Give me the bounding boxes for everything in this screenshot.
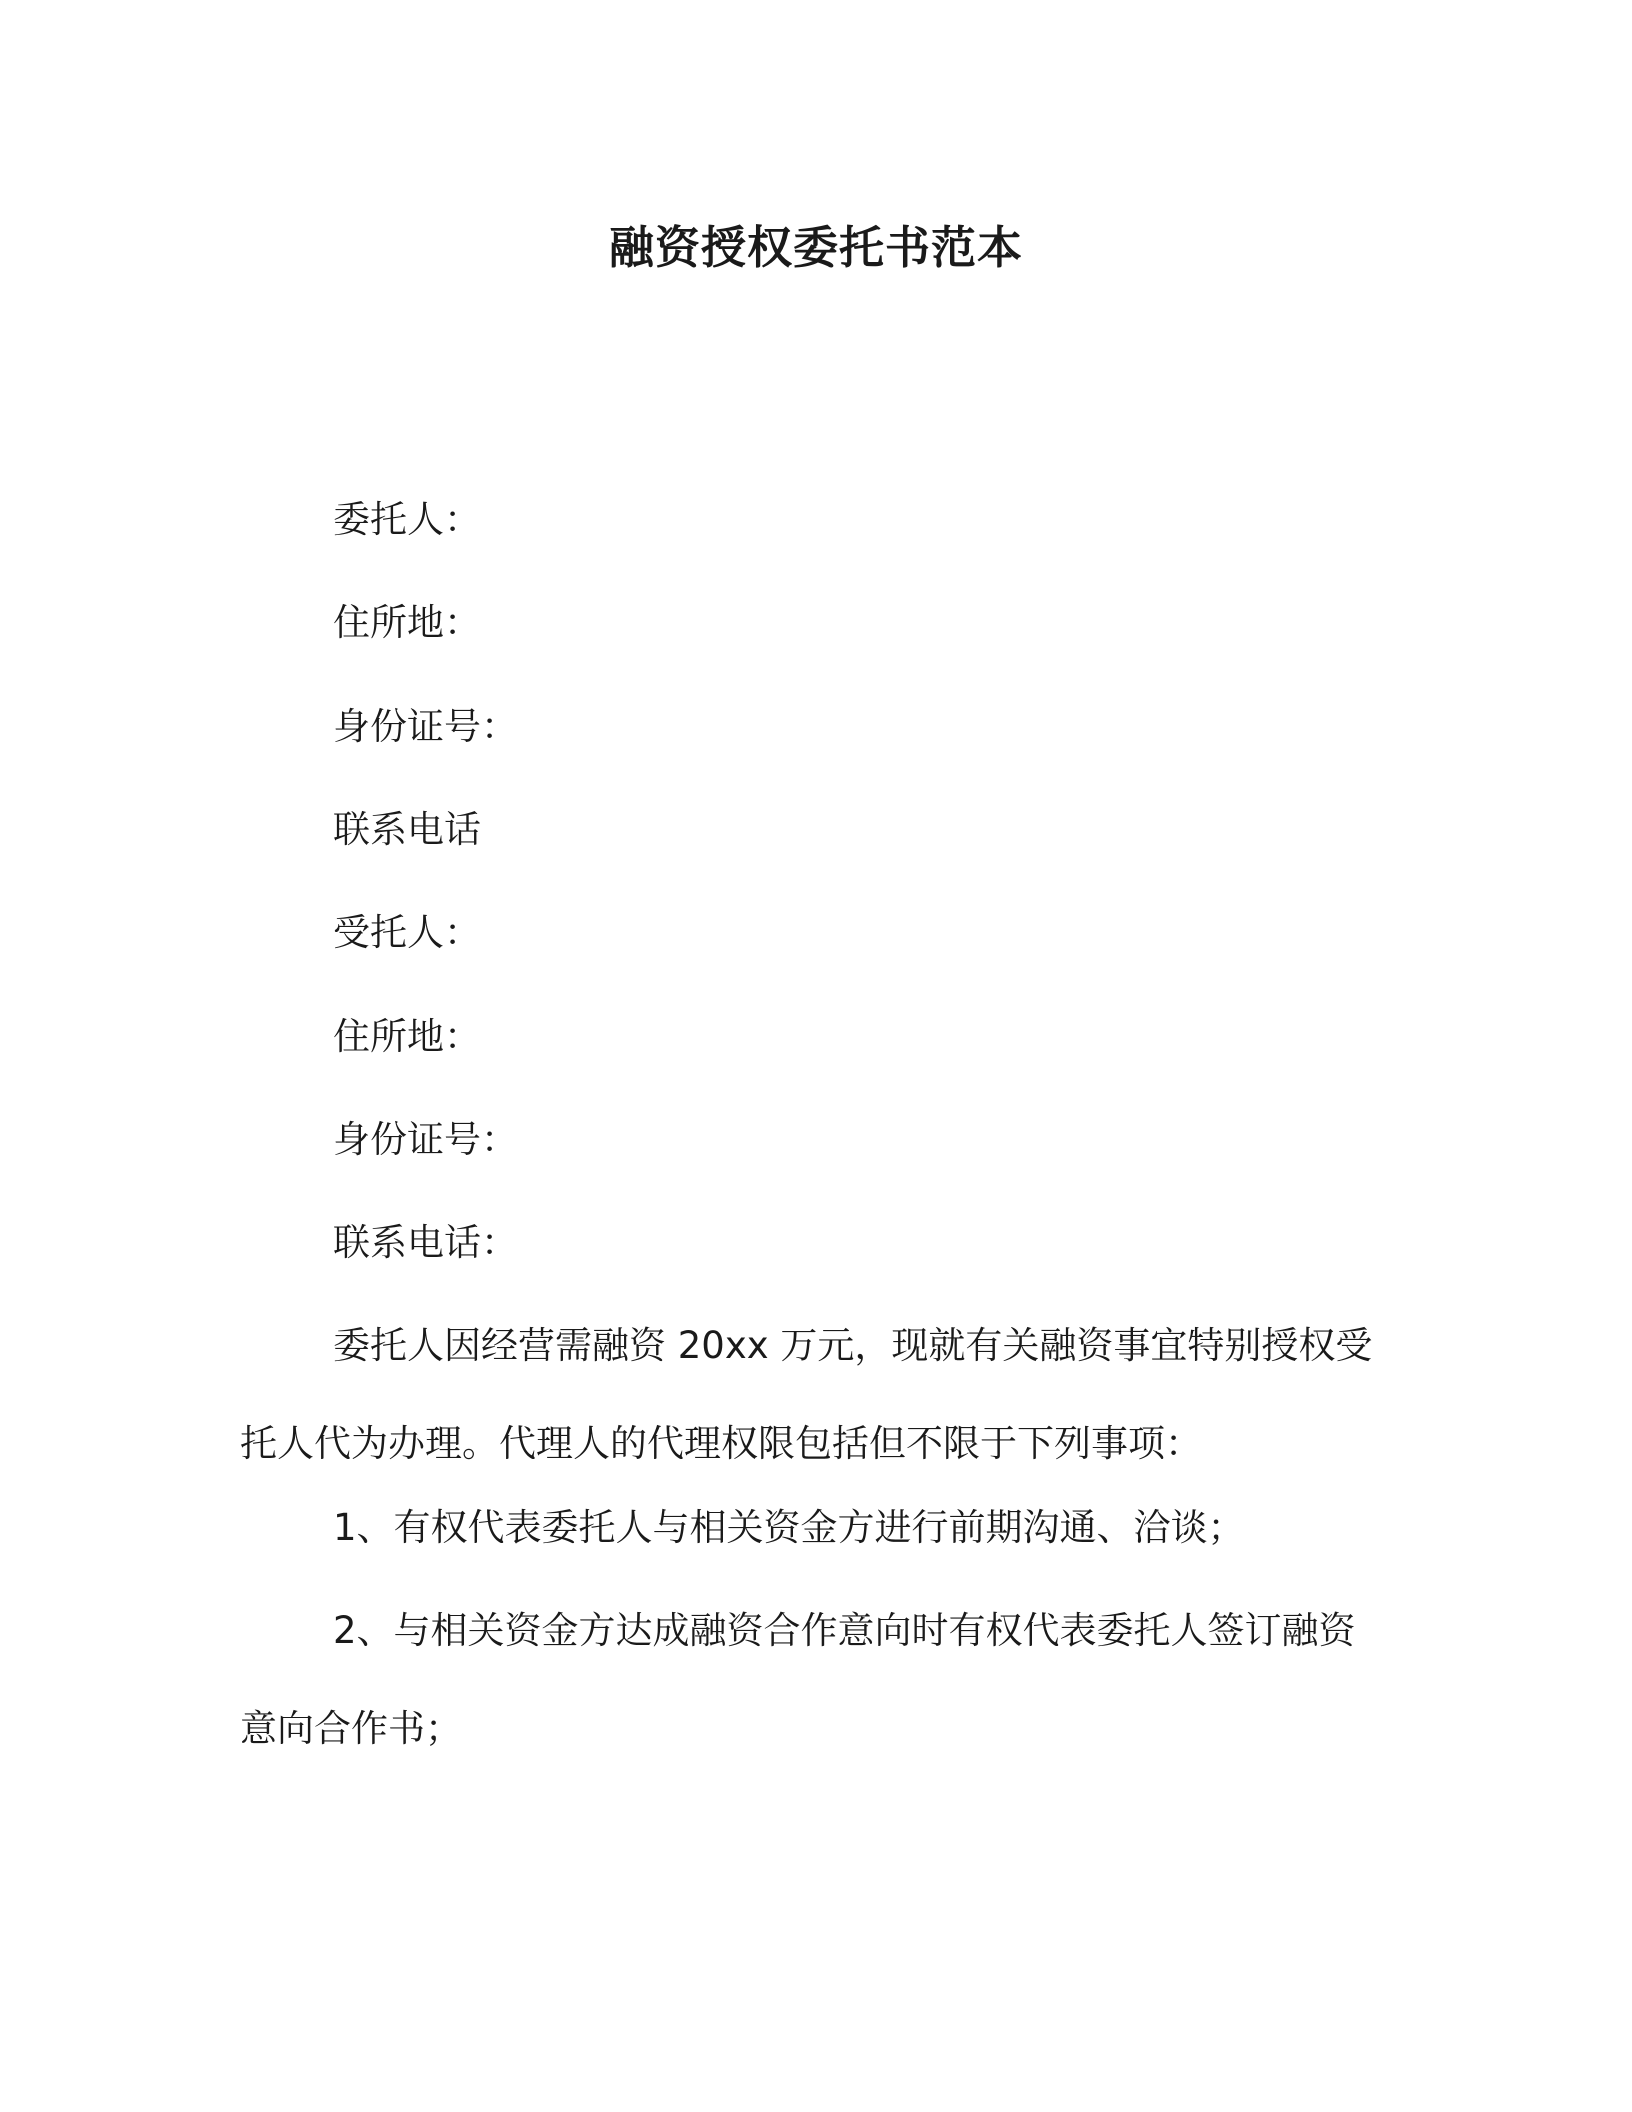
agent-name-label: 受托人： xyxy=(333,911,481,954)
principal-id-label: 身份证号： xyxy=(333,705,518,748)
authority-item-1 xyxy=(240,1503,1370,1553)
agent-address-label: 住所地： xyxy=(333,1015,481,1058)
authority-item-text: 意向合作书； xyxy=(240,1707,462,1750)
agent-id-label: 身份证号： xyxy=(333,1118,518,1161)
document-title: 融资授权委托书范本 xyxy=(608,221,1023,274)
intro-paragraph xyxy=(240,1321,1373,1469)
principal-address-label: 住所地： xyxy=(333,601,481,644)
principal-phone-label: 联系电话 xyxy=(333,808,481,851)
authority-item-2 xyxy=(240,1606,1370,1754)
intro-line: 托人代为办理。代理人的代理权限包括但不限于下列事项： xyxy=(240,1422,1202,1465)
principal-name-label: 委托人： xyxy=(333,498,481,541)
intro-line: 委托人因经营需融资 20xx 万元，现就有关融资事宜特别授权受 xyxy=(333,1324,1373,1367)
authority-item-text: 2、与相关资金方达成融资合作意向时有权代表委托人签订融资 xyxy=(333,1609,1356,1652)
agent-phone-label: 联系电话： xyxy=(333,1221,518,1264)
authority-item-text: 1、有权代表委托人与相关资金方进行前期沟通、洽谈； xyxy=(333,1506,1245,1549)
